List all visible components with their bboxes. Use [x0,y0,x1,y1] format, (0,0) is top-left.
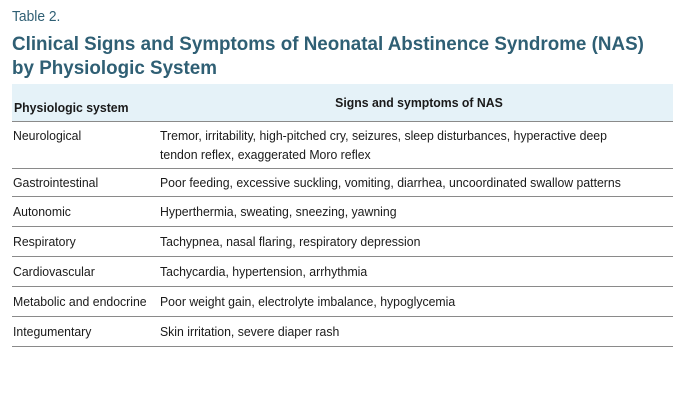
system-autonomic: Autonomic [13,203,71,219]
signs-cardiovascular: Tachycardia, hypertension, arrhythmia [159,263,367,279]
signs-symptoms-table [12,84,673,347]
table-label: Table 2. [12,8,61,25]
signs-neurological: Tremor, irritability, high-pitched cry, seizures, sleep disturbances, hyperactive deep tendon reflex, exaggerated Moro reflex [159,127,607,162]
table-row [12,196,673,226]
signs-cell [157,196,673,226]
header-signs-symptoms [157,84,673,121]
table-row [12,226,673,256]
system-integumentary: Integumentary [13,323,92,339]
system-respiratory: Respiratory [13,233,76,249]
signs-cell [157,121,673,168]
table-header [12,84,673,121]
header-physiologic-system-label: Physiologic system [14,99,129,115]
system-cell [12,256,157,286]
document [12,6,661,347]
signs-cell [157,256,673,286]
system-cell [12,286,157,316]
signs-cell [157,286,673,316]
signs-metabolic-endocrine: Poor weight gain, electrolyte imbalance, hypoglycemia [159,293,455,309]
system-cell [12,121,157,168]
system-cell [12,196,157,226]
header-signs-symptoms-label: Signs and symptoms of NAS [335,94,504,110]
system-cell [12,316,157,346]
signs-respiratory: Tachypnea, nasal flaring, respiratory depression [159,233,421,249]
table-row [12,286,673,316]
header-row [12,84,673,121]
signs-cell [157,226,673,256]
system-cell [12,226,157,256]
system-cell [12,168,157,196]
table-title: Clinical Signs and Symptoms of Neonatal Abstinence Syndrome (NAS) by Physiologic System [12,33,644,79]
table-row [12,121,673,168]
signs-cell [157,168,673,196]
system-cardiovascular: Cardiovascular [13,263,95,279]
system-neurological: Neurological [13,127,82,143]
table-body [12,121,673,346]
table-row [12,168,673,196]
signs-cell [157,316,673,346]
signs-integumentary: Skin irritation, severe diaper rash [159,323,339,339]
table-row [12,256,673,286]
signs-gastrointestinal: Poor feeding, excessive suckling, vomiting, diarrhea, uncoordinated swallow patterns [159,174,621,190]
signs-autonomic: Hyperthermia, sweating, sneezing, yawning [159,203,397,219]
header-physiologic-system [12,84,157,121]
table-row [12,316,673,346]
system-metabolic-endocrine: Metabolic and endocrine [13,293,147,309]
system-gastrointestinal: Gastrointestinal [13,174,99,190]
